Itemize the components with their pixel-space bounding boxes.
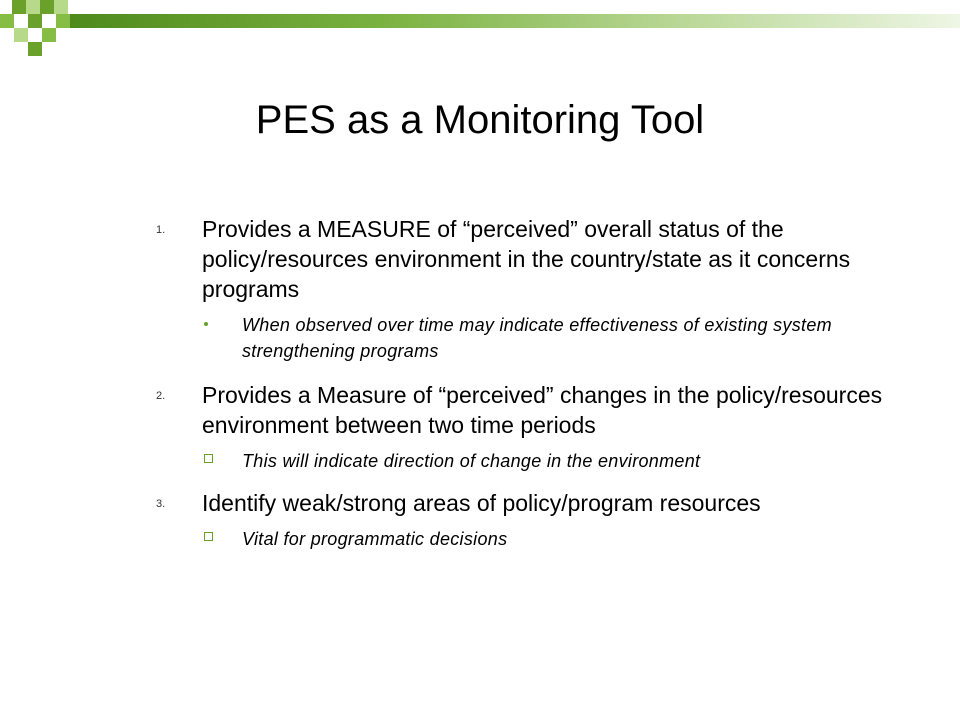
list-item xyxy=(150,380,890,474)
list-item-text: Identify weak/strong areas of policy/program resources xyxy=(202,490,761,516)
ornament-square xyxy=(42,28,56,42)
sub-item xyxy=(202,312,890,364)
ornament-square xyxy=(12,0,26,14)
list-number: 1. xyxy=(156,224,166,236)
ornament-square xyxy=(28,14,42,28)
header-gradient-bar xyxy=(70,14,960,28)
ornament-square xyxy=(0,14,14,28)
square-bullet-icon xyxy=(204,532,213,541)
ornament-square xyxy=(40,0,54,14)
slide-body xyxy=(150,214,890,562)
sub-item-text: Vital for programmatic decisions xyxy=(242,529,508,549)
ornament-square xyxy=(26,0,40,14)
list-number: 3. xyxy=(156,498,166,510)
list-item-text: Provides a MEASURE of “perceived” overall status of the policy/resources environment in the country/state as it concerns programs xyxy=(202,216,851,302)
list-item-text: Provides a Measure of “perceived” changes in the policy/resources environment between two time periods xyxy=(202,382,883,438)
slide-title: PES as a Monitoring Tool xyxy=(255,98,705,142)
ornament-square xyxy=(54,0,68,14)
sub-item-text: This will indicate direction of change in the environment xyxy=(242,451,701,471)
list-item xyxy=(150,488,890,552)
sub-item xyxy=(202,526,890,552)
sub-item xyxy=(202,448,890,474)
list-number: 2. xyxy=(156,390,166,402)
list-item xyxy=(150,214,890,364)
sub-item-text: When observed over time may indicate effectiveness of existing system strengthening programs xyxy=(242,315,832,361)
ornament-square xyxy=(28,42,42,56)
ornament-square xyxy=(14,28,28,42)
ornament-square xyxy=(56,14,70,28)
square-bullet-icon xyxy=(204,454,213,463)
dot-bullet-icon xyxy=(204,322,208,326)
